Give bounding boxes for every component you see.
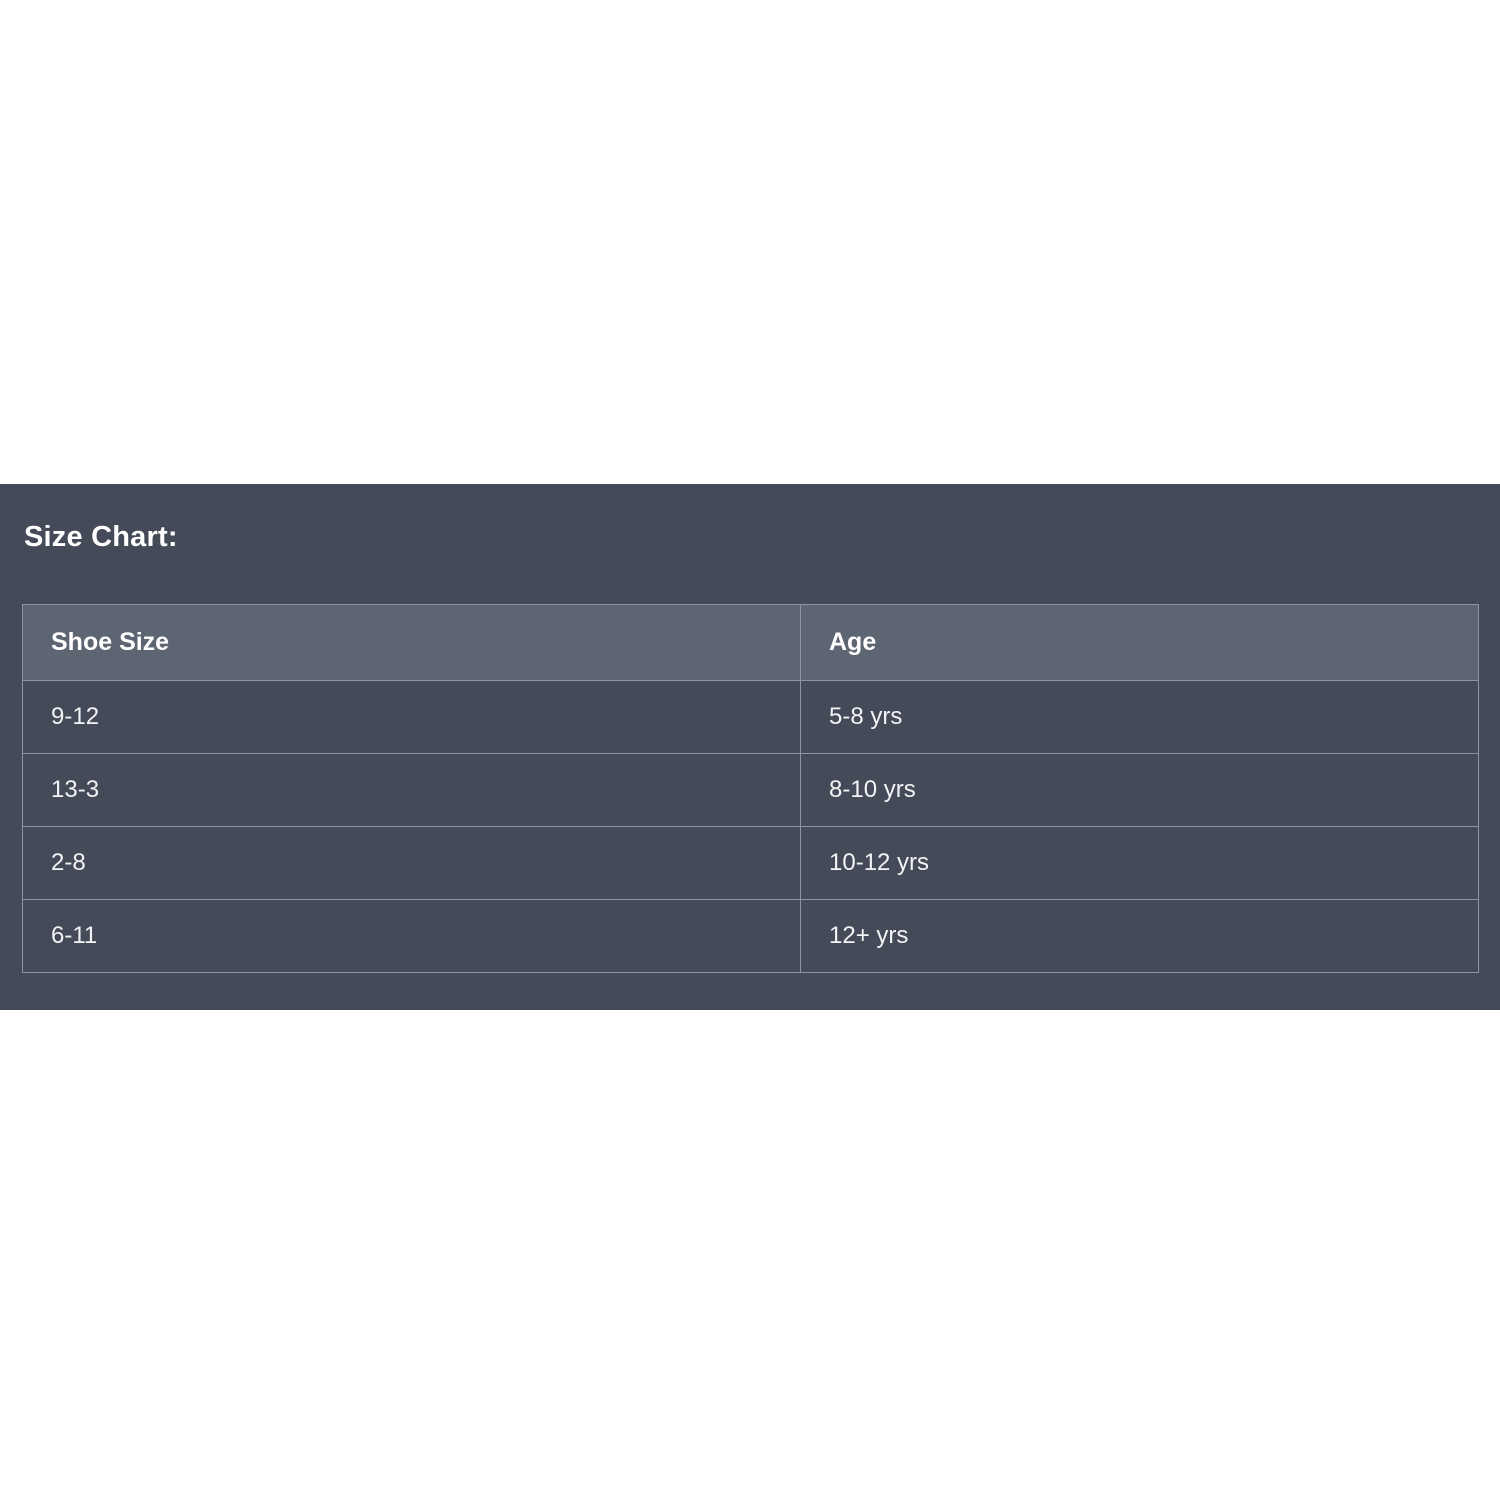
cell-age: 5-8 yrs [801,680,1479,753]
size-table-container [22,604,1478,973]
table-header-row [23,604,1479,680]
size-chart-panel [0,484,1500,1010]
table-row [23,899,1479,972]
table-row [23,680,1479,753]
cell-shoe-size: 2-8 [23,826,801,899]
size-chart-table [22,604,1479,973]
cell-shoe-size: 13-3 [23,753,801,826]
cell-age: 10-12 yrs [801,826,1479,899]
cell-shoe-size: 6-11 [23,899,801,972]
cell-age: 8-10 yrs [801,753,1479,826]
table-header [23,604,1479,680]
cell-shoe-size: 9-12 [23,680,801,753]
page-title: Size Chart: [24,521,178,553]
table-body [23,680,1479,972]
column-header-shoe-size: Shoe Size [23,604,801,680]
column-header-age: Age [801,604,1479,680]
cell-age: 12+ yrs [801,899,1479,972]
table-row [23,753,1479,826]
table-row [23,826,1479,899]
